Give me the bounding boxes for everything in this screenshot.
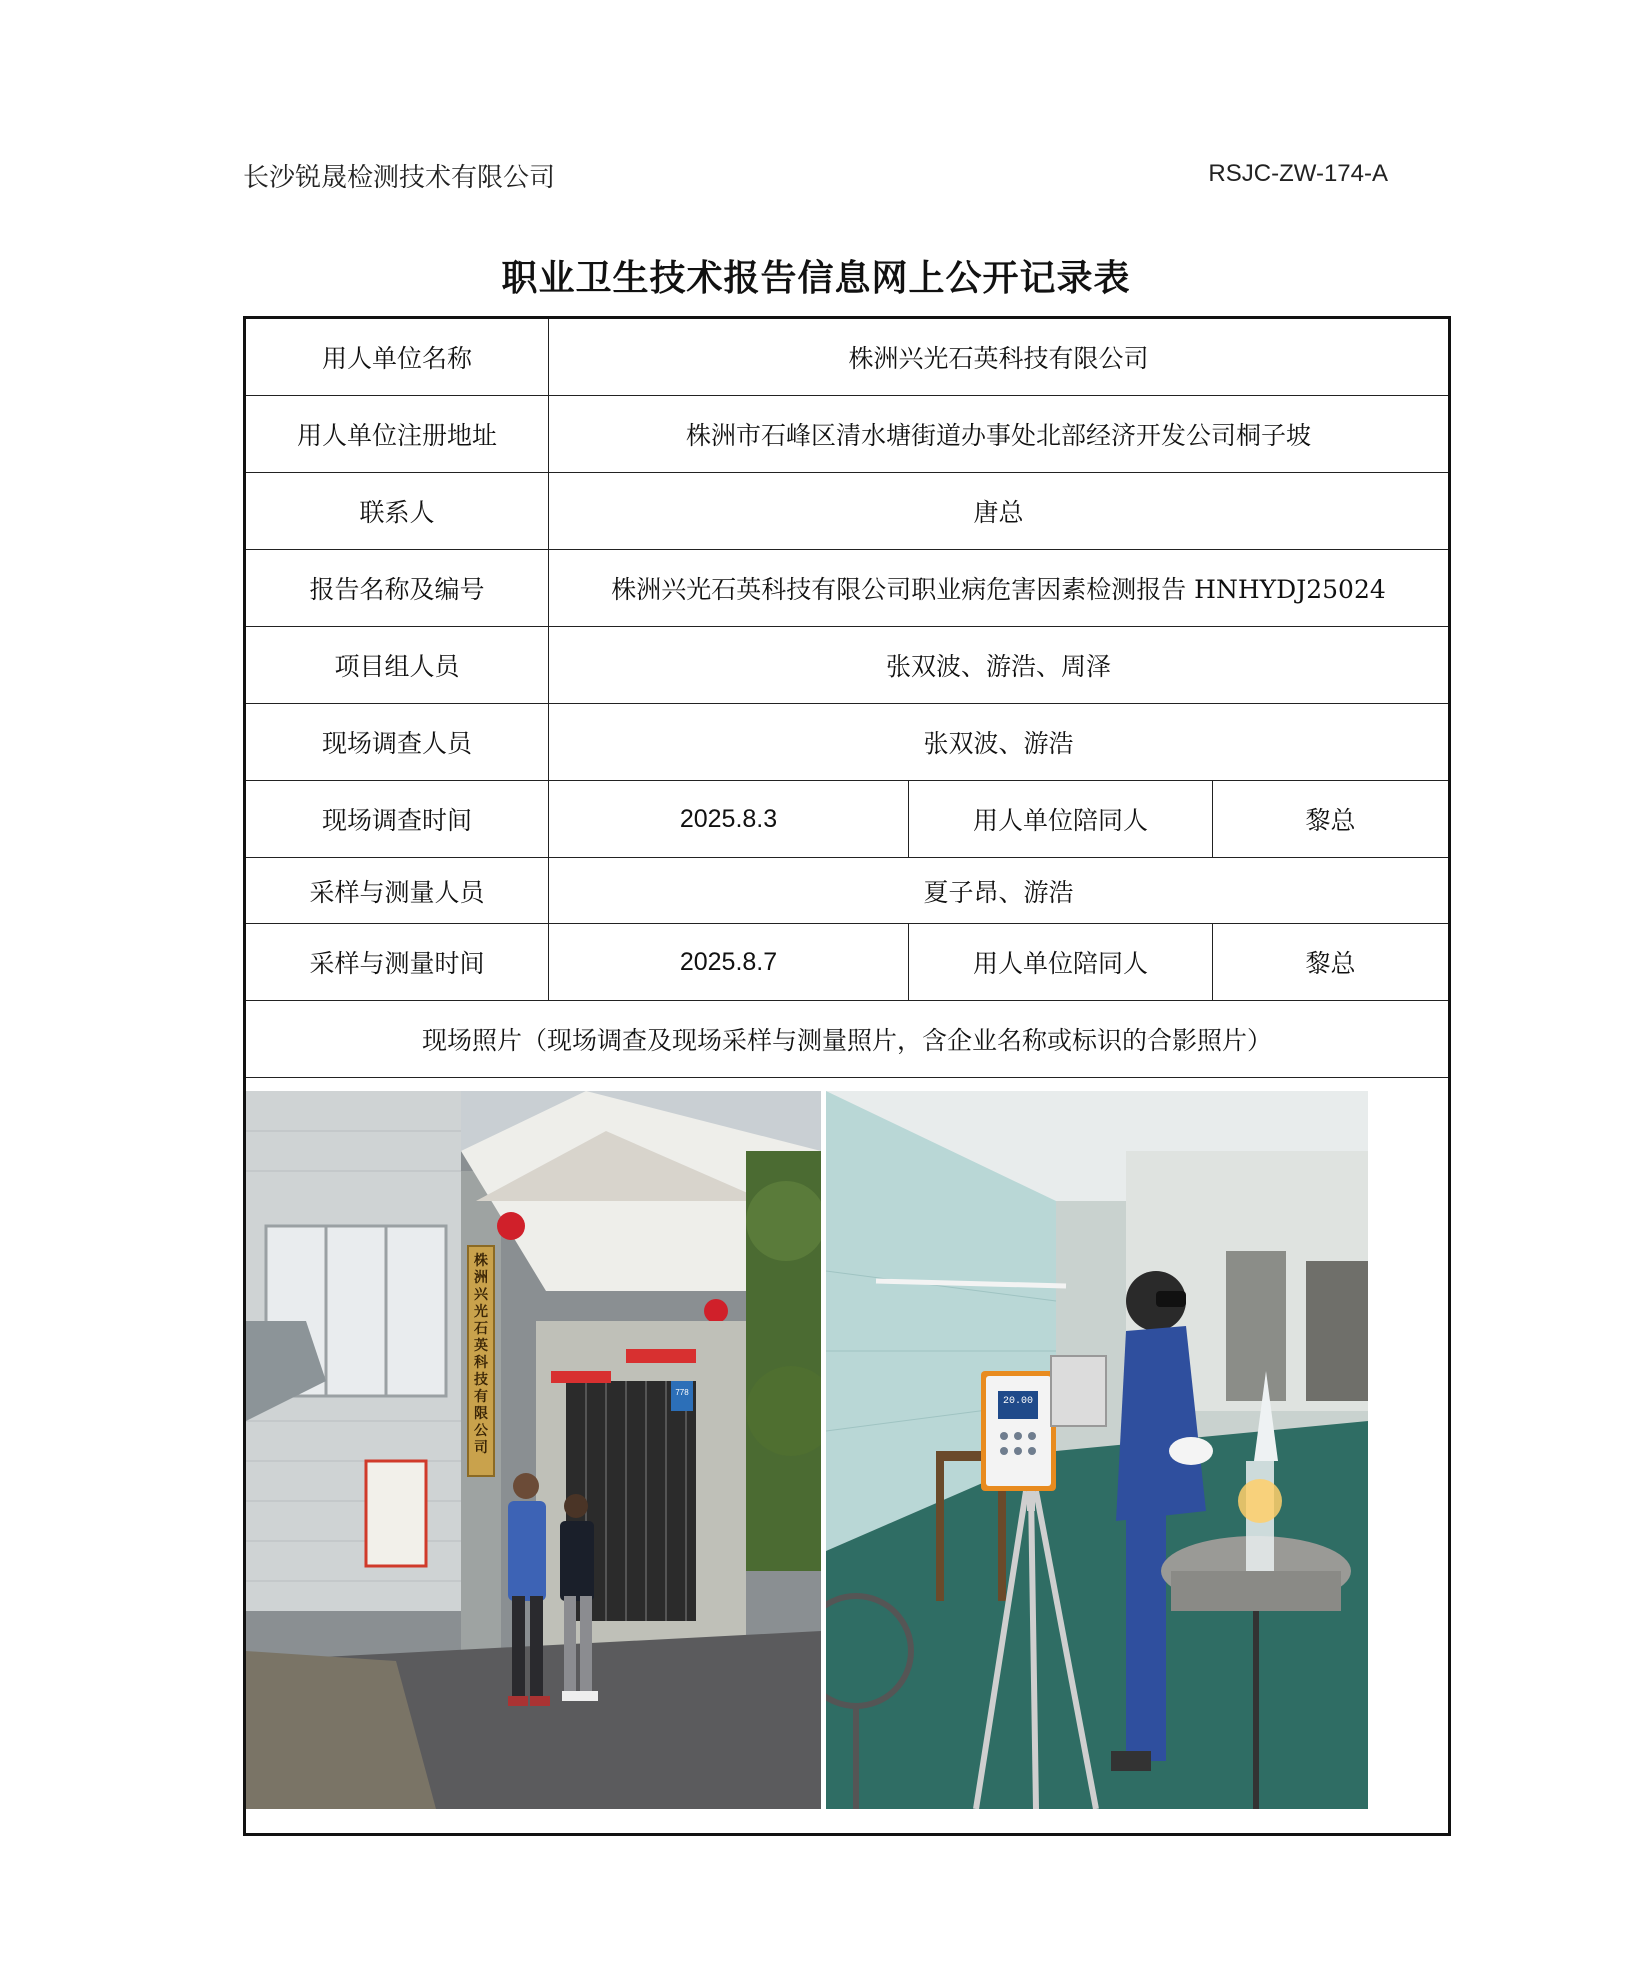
label-survey-companion: 用人单位陪同人 [909, 781, 1213, 857]
device-readout: 20.00 [1002, 1396, 1033, 1407]
label-sampling-companion: 用人单位陪同人 [909, 924, 1213, 1000]
value-survey-staff: 张双波、游浩 [923, 729, 1074, 758]
photo-company-gate [246, 1091, 821, 1809]
row-sampling-time [246, 924, 1448, 1001]
label-survey-staff: 现场调查人员 [246, 704, 549, 780]
record-form-table [243, 316, 1451, 1836]
label-contact: 联系人 [246, 473, 549, 549]
header-document-code: RSJC-ZW-174-A [1208, 160, 1388, 187]
photo-sampling-workshop [826, 1091, 1368, 1809]
row-registered-address [246, 396, 1448, 473]
site-photos [246, 1091, 1448, 1826]
label-survey-time: 现场调查时间 [246, 781, 549, 857]
row-survey-staff [246, 704, 1448, 781]
label-sampling-staff: 采样与测量人员 [246, 858, 549, 923]
label-registered-address: 用人单位注册地址 [246, 396, 549, 472]
value-sampling-staff: 夏子昂、游浩 [923, 877, 1074, 907]
row-project-team [246, 627, 1448, 704]
photo-sampling-workshop-image [826, 1091, 1368, 1809]
row-contact [246, 473, 1448, 550]
value-survey-companion: 黎总 [1305, 806, 1356, 835]
document-title: 职业卫生技术报告信息网上公开记录表 [501, 258, 1131, 299]
value-contact: 唐总 [973, 498, 1024, 527]
header-company-name: 长沙锐晟检测技术有限公司 [243, 163, 556, 193]
row-photo-caption [246, 1001, 1448, 1078]
label-company-name: 用人单位名称 [246, 319, 549, 395]
value-report-name: 株洲兴光石英科技有限公司职业病危害因素检测报告 HNHYDJ25024 [611, 575, 1386, 604]
label-sampling-time: 采样与测量时间 [246, 924, 549, 1000]
house-number-plate: 778 [675, 1388, 689, 1397]
company-sign-text: 株洲兴光石英科技有限公司 [474, 1253, 488, 1456]
value-company-name: 株洲兴光石英科技有限公司 [848, 344, 1149, 373]
value-project-team: 张双波、游浩、周泽 [885, 652, 1111, 681]
value-survey-date: 2025.8.3 [549, 781, 909, 857]
row-survey-time [246, 781, 1448, 858]
value-sampling-companion: 黎总 [1305, 949, 1356, 978]
label-report-name: 报告名称及编号 [246, 550, 549, 626]
label-project-team: 项目组人员 [246, 627, 549, 703]
photo-company-gate-image [246, 1091, 821, 1809]
value-registered-address: 株洲市石峰区清水塘街道办事处北部经济开发公司桐子坡 [685, 421, 1311, 450]
row-report-name [246, 550, 1448, 627]
value-sampling-date: 2025.8.7 [549, 924, 909, 1000]
photo-caption: 现场照片（现场调查及现场采样与测量照片，含企业名称或标识的合影照片） [421, 1026, 1272, 1055]
row-company-name [246, 319, 1448, 396]
row-sampling-staff [246, 858, 1448, 924]
